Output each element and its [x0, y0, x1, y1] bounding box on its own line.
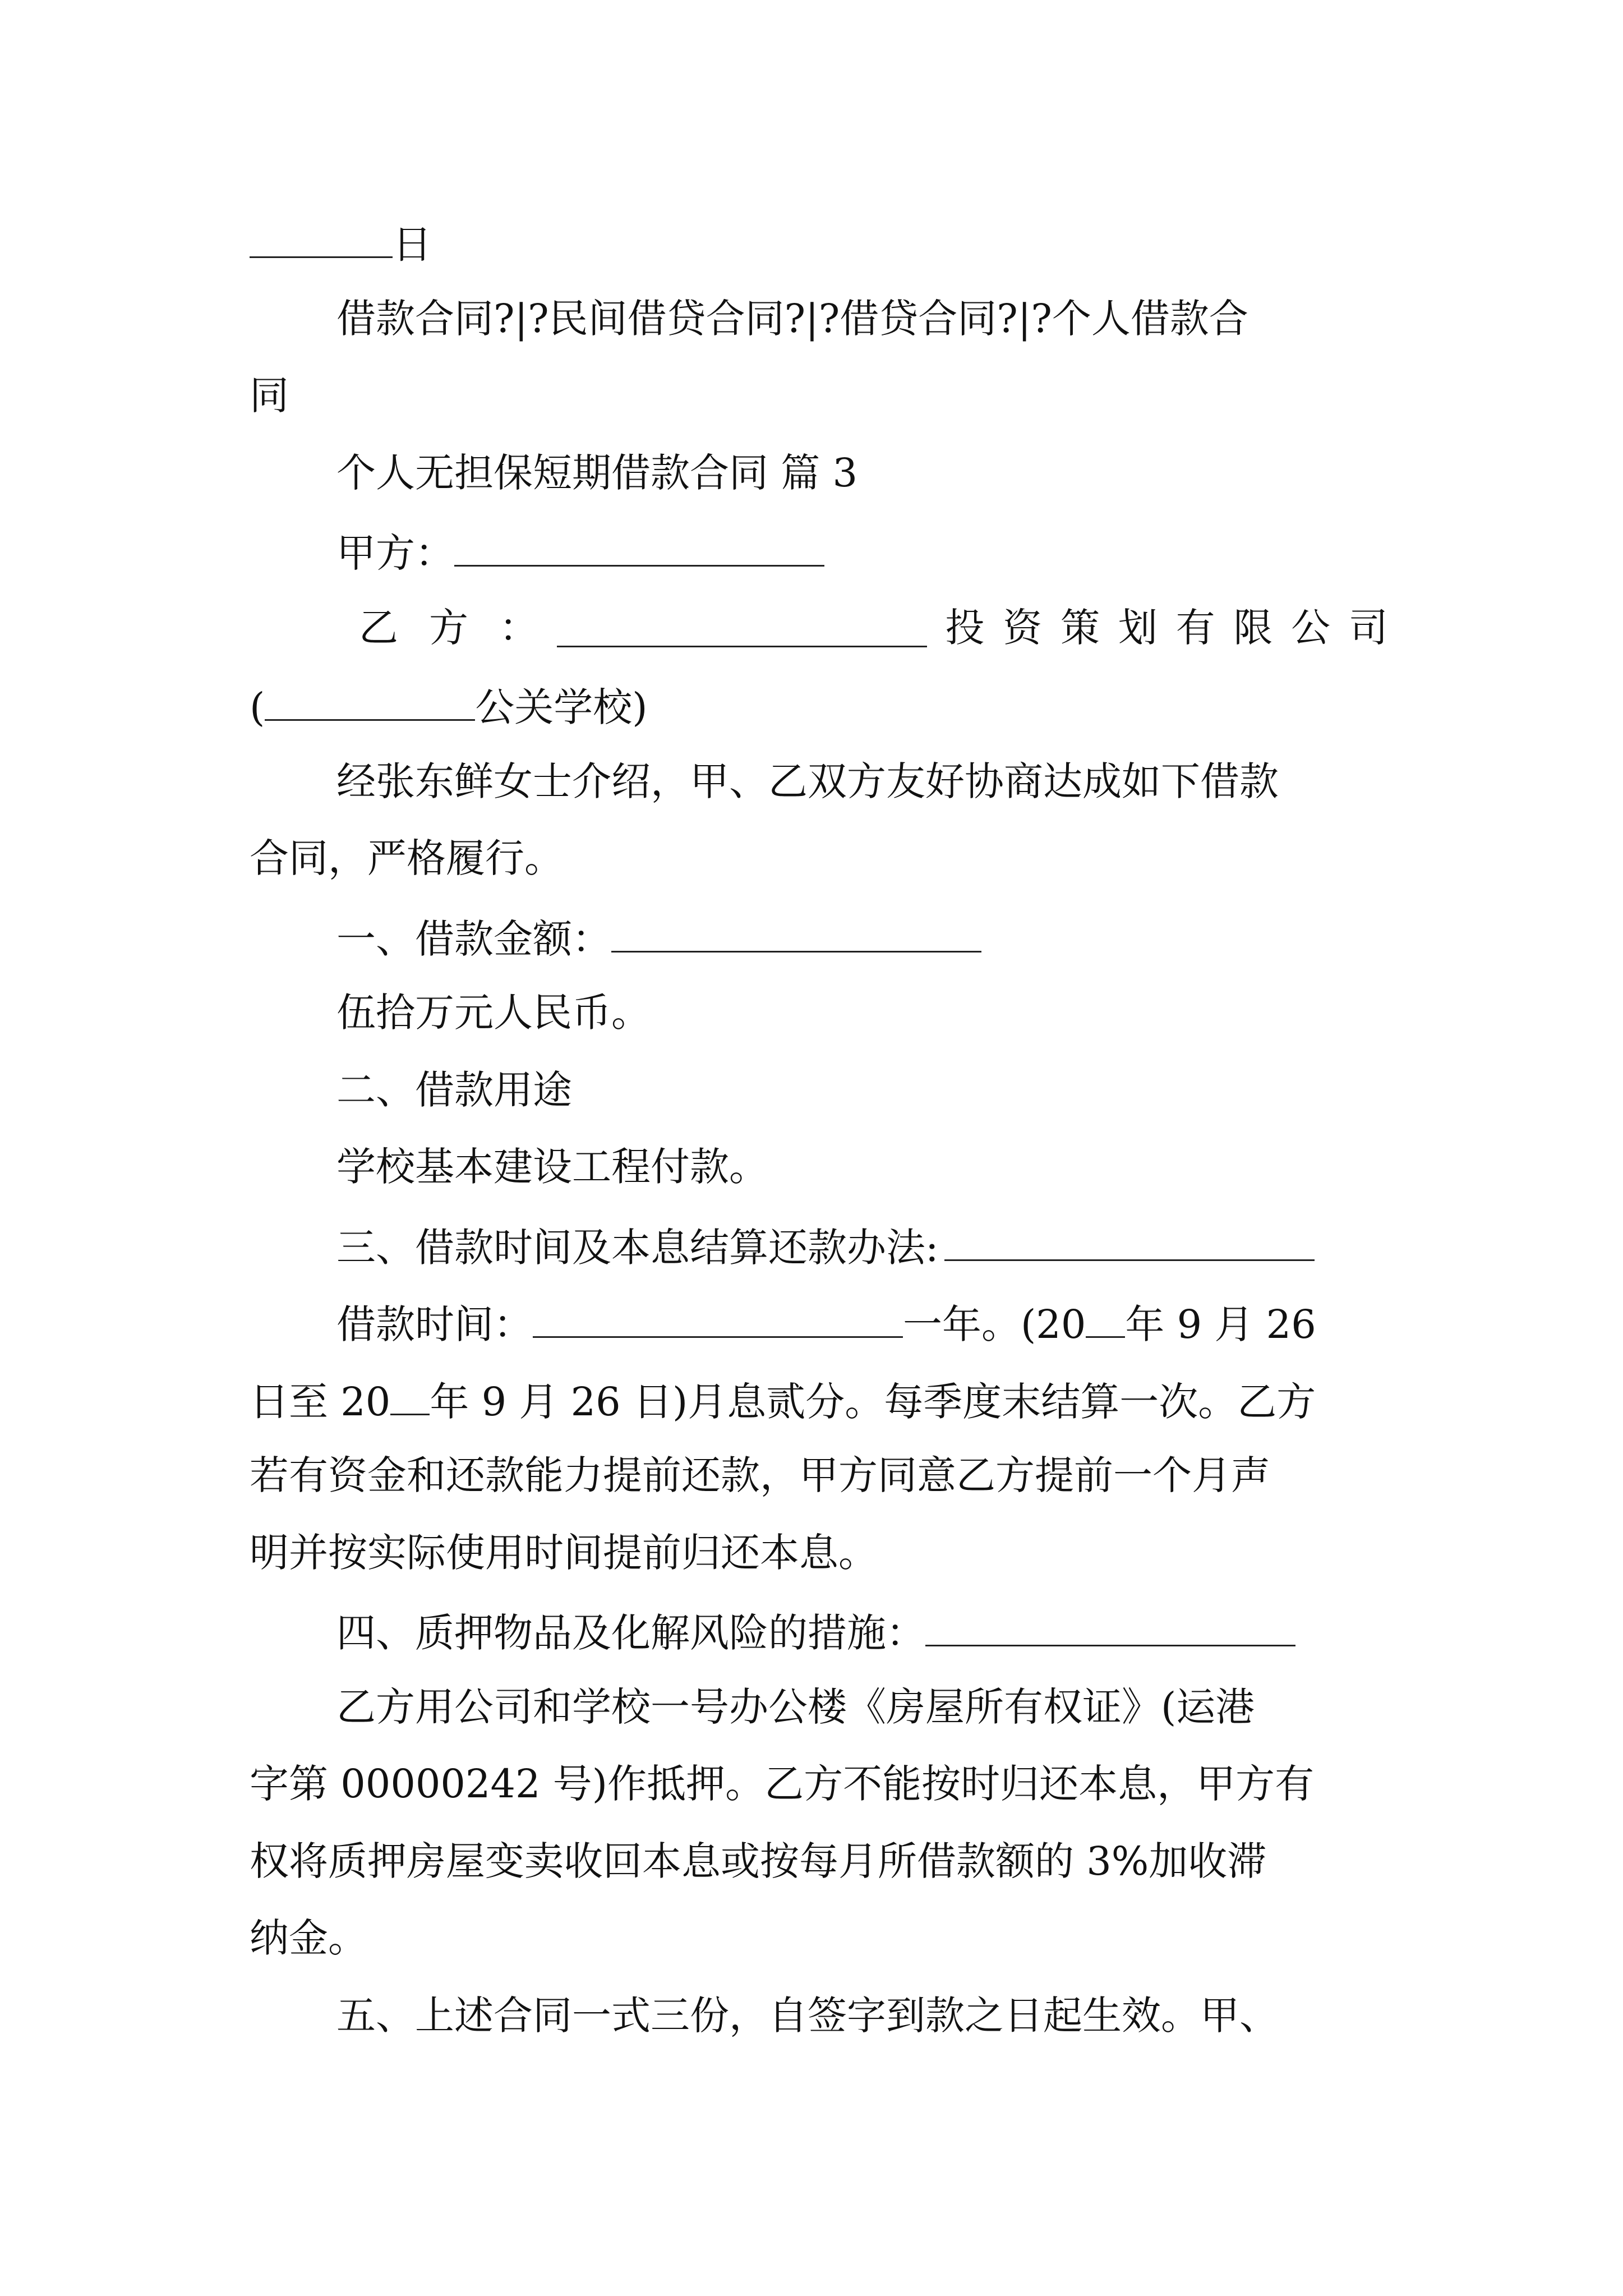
intro-paragraph-cont [250, 835, 564, 881]
company-char: 投 [945, 605, 985, 651]
collateral-paragraph-3 [250, 1838, 1267, 1884]
date-day-line [250, 222, 432, 268]
school-line [250, 684, 648, 730]
related-links-line-cont [250, 372, 289, 418]
early-repay-line-cont [250, 1530, 878, 1576]
item2-purpose [336, 1067, 572, 1113]
open-paren: ( [250, 684, 265, 730]
intro-text-cont: 合同，严格履行。 [250, 835, 564, 881]
loan-time-text: 一年。(20 [903, 1301, 1086, 1347]
school-text: 公关学校) [475, 684, 648, 730]
company-char: 有 [1175, 605, 1215, 651]
company-char: 司 [1348, 605, 1388, 651]
item5-text: 五、上述合同一式三份，自签字到款之日起生效。甲、 [336, 1993, 1279, 2039]
intro-text: 经张东鲜女士介绍，甲、乙双方友好协商达成如下借款 [336, 758, 1279, 804]
item1-amount [336, 916, 981, 962]
item3-blank [944, 1225, 1315, 1261]
collateral-text-2: 字第 00000242 号)作抵押。乙方不能按时归还本息，甲方有 [250, 1761, 1315, 1807]
company-char: 策 [1061, 605, 1100, 651]
school-blank [265, 684, 475, 721]
loan-time-label: 借款时间： [336, 1301, 533, 1347]
loan-period-line [250, 1379, 1316, 1425]
party-a-blank [454, 530, 824, 567]
collateral-paragraph [336, 1684, 1255, 1730]
item4-collateral [336, 1610, 1295, 1656]
collateral-paragraph-2 [250, 1761, 1315, 1807]
section-title-text: 个人无担保短期借款合同 篇 3 [336, 450, 858, 496]
item1-value [336, 990, 651, 1036]
item3-label: 三、借款时间及本息结算还款办法: [336, 1225, 939, 1271]
item1-blank [611, 916, 981, 953]
item2-label: 二、借款用途 [336, 1067, 572, 1113]
party-b-char: ： [499, 605, 538, 651]
loan-time-line [336, 1301, 1316, 1347]
item3-terms [336, 1225, 1315, 1271]
blank-underline [250, 222, 393, 258]
party-b-char: 方 [429, 605, 468, 651]
company-char: 公 [1291, 605, 1331, 651]
party-a-label: 甲方： [336, 530, 454, 576]
early-repay-line [250, 1452, 1270, 1498]
collateral-text-3: 权将质押房屋变卖收回本息或按每月所借款额的 3%加收滞 [250, 1838, 1267, 1884]
section-title [336, 450, 858, 496]
early-repay-text-cont: 明并按实际使用时间提前归还本息。 [250, 1530, 878, 1576]
party-b-blank [557, 611, 927, 647]
loan-period-start: 日至 20 [250, 1379, 391, 1425]
item4-label: 四、质押物品及化解风险的措施： [336, 1610, 925, 1656]
intro-paragraph [336, 758, 1279, 804]
loan-period-text: 年 9 月 26 日)月息贰分。每季度末结算一次。乙方 [430, 1379, 1316, 1425]
loan-time-text2: 年 9 月 26 [1125, 1301, 1316, 1347]
party-b-line [250, 605, 1388, 651]
early-repay-text: 若有资金和还款能力提前还款，甲方同意乙方提前一个月声 [250, 1452, 1270, 1498]
year-blank [390, 1379, 430, 1415]
item1-value-text: 伍拾万元人民币。 [336, 990, 651, 1036]
item5-effective [336, 1993, 1279, 2039]
party-a-line [336, 530, 824, 576]
collateral-text-4: 纳金。 [250, 1915, 367, 1961]
related-links-line [336, 296, 1248, 342]
item4-blank [925, 1610, 1295, 1646]
party-b-char: 乙 [359, 605, 398, 651]
item1-label: 一、借款金额： [336, 916, 611, 962]
year-blank [1086, 1301, 1125, 1338]
loan-time-blank [533, 1301, 903, 1338]
company-char: 限 [1233, 605, 1273, 651]
item2-value [336, 1144, 768, 1190]
party-b-label [359, 605, 538, 651]
collateral-text: 乙方用公司和学校一号办公楼《房屋所有权证》(运港 [336, 1684, 1255, 1730]
related-links-text: 借款合同?|?民间借贷合同?|?借贷合同?|?个人借款合 [336, 296, 1248, 342]
company-char: 资 [1003, 605, 1043, 651]
collateral-paragraph-4 [250, 1915, 367, 1961]
related-links-text-cont: 同 [250, 372, 289, 418]
day-text: 日 [393, 222, 432, 268]
item2-value-text: 学校基本建设工程付款。 [336, 1144, 768, 1190]
company-char: 划 [1118, 605, 1158, 651]
